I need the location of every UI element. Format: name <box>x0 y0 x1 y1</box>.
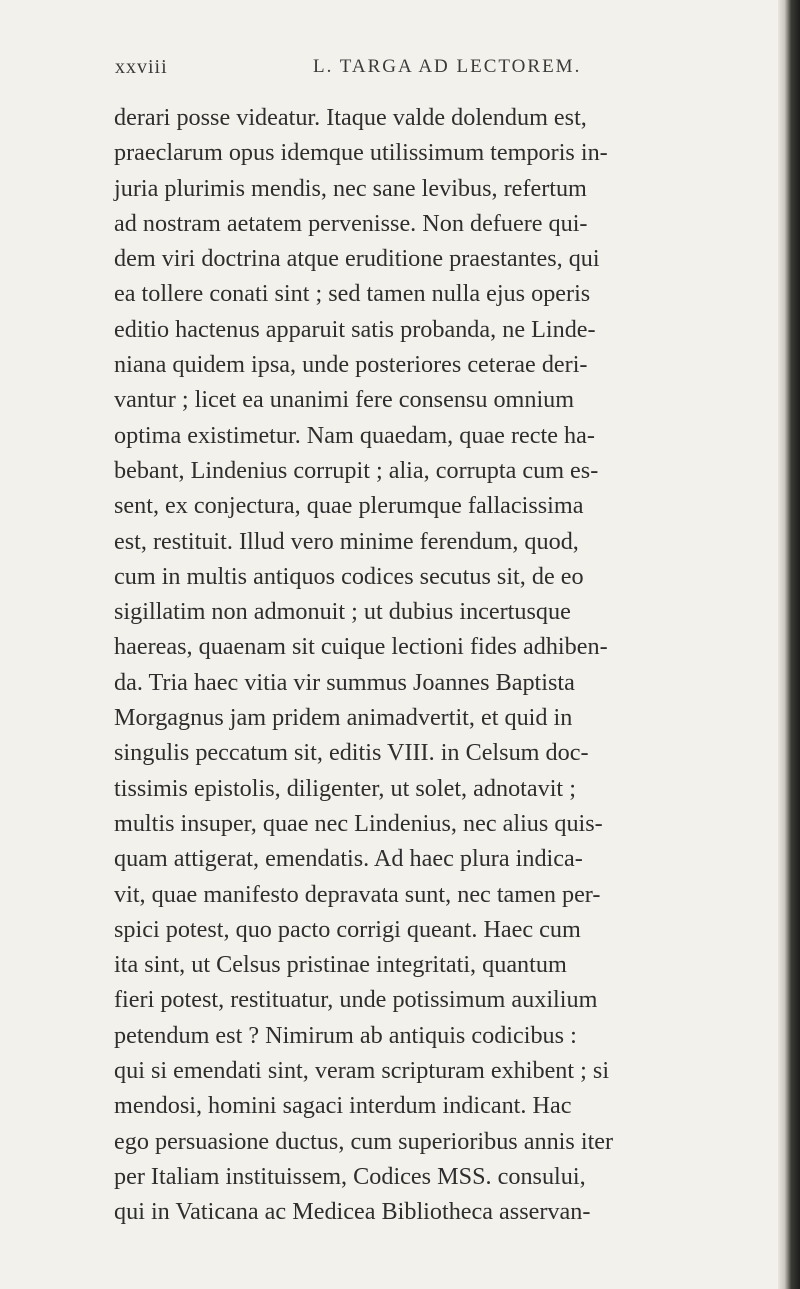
text-line: niana quidem ipsa, unde posteriores ceterae deri- <box>114 351 588 379</box>
text-line: est, restituit. Illud vero minime ferendum, quod, <box>114 527 579 555</box>
text-line: singulis peccatum sit, editis VIII. in Celsum doc- <box>114 739 589 767</box>
text-line: fieri potest, restituatur, unde potissimum auxilium <box>114 986 598 1014</box>
text-line: spici potest, quo pacto corrigi queant. Haec cum <box>114 915 581 943</box>
text-line: ea tollere conati sint ; sed tamen nulla ejus operis <box>114 280 591 308</box>
text-line: sigillatim non admonuit ; ut dubius incertusque <box>114 598 571 626</box>
text-line: cum in multis antiquos codices secutus sit, de eo <box>114 562 584 590</box>
body-text <box>114 100 674 1230</box>
text-line: vantur ; licet ea unanimi fere consensu omnium <box>114 386 575 414</box>
text-line: per Italiam instituissem, Codices MSS. consului, <box>114 1162 586 1190</box>
text-line: mendosi, homini sagaci interdum indicant. Hac <box>114 1092 572 1120</box>
text-line: ego persuasione ductus, cum superioribus annis iter <box>114 1127 614 1155</box>
text-line: juria plurimis mendis, nec sane levibus, refertum <box>114 174 587 202</box>
page-number: xxviii <box>115 56 168 78</box>
text-line: haereas, quaenam sit cuique lectioni fides adhiben- <box>114 633 608 661</box>
text-line: dem viri doctrina atque eruditione praestantes, qui <box>114 245 600 273</box>
text-line: bebant, Lindenius corrupit ; alia, corrupta cum es- <box>114 456 599 484</box>
page-spine-edge <box>778 0 800 1289</box>
text-line: qui si emendati sint, veram scripturam exhibent ; si <box>114 1057 610 1085</box>
text-line: optima existimetur. Nam quaedam, quae recte ha- <box>114 421 595 449</box>
text-line: ad nostram aetatem pervenisse. Non defuere qui- <box>114 209 588 237</box>
text-line: quam attigerat, emendatis. Ad haec plura indica- <box>114 845 583 873</box>
text-line: multis insuper, quae nec Lindenius, nec alius quis- <box>114 809 603 837</box>
text-line: tissimis epistolis, diligenter, ut solet, adnotavit ; <box>114 774 576 802</box>
text-line: praeclarum opus idemque utilissimum temporis in- <box>114 139 608 167</box>
running-title: L. TARGA AD LECTOREM. <box>313 56 582 77</box>
text-line: qui in Vaticana ac Medicea Bibliotheca asservan- <box>114 1198 591 1226</box>
text-line: vit, quae manifesto depravata sunt, nec tamen per- <box>114 880 601 908</box>
text-line: ita sint, ut Celsus pristinae integritati, quantum <box>114 951 567 979</box>
text-line: sent, ex conjectura, quae plerumque fallacissima <box>114 492 584 520</box>
text-line: da. Tria haec vitia vir summus Joannes Baptista <box>114 668 575 696</box>
text-line: petendum est ? Nimirum ab antiquis codicibus : <box>114 1021 577 1049</box>
text-line: Morgagnus jam pridem animadvertit, et quid in <box>114 704 573 732</box>
running-head <box>115 56 660 84</box>
text-line: editio hactenus apparuit satis probanda, ne Linde- <box>114 315 596 343</box>
text-line: derari posse videatur. Itaque valde dolendum est, <box>114 104 587 131</box>
